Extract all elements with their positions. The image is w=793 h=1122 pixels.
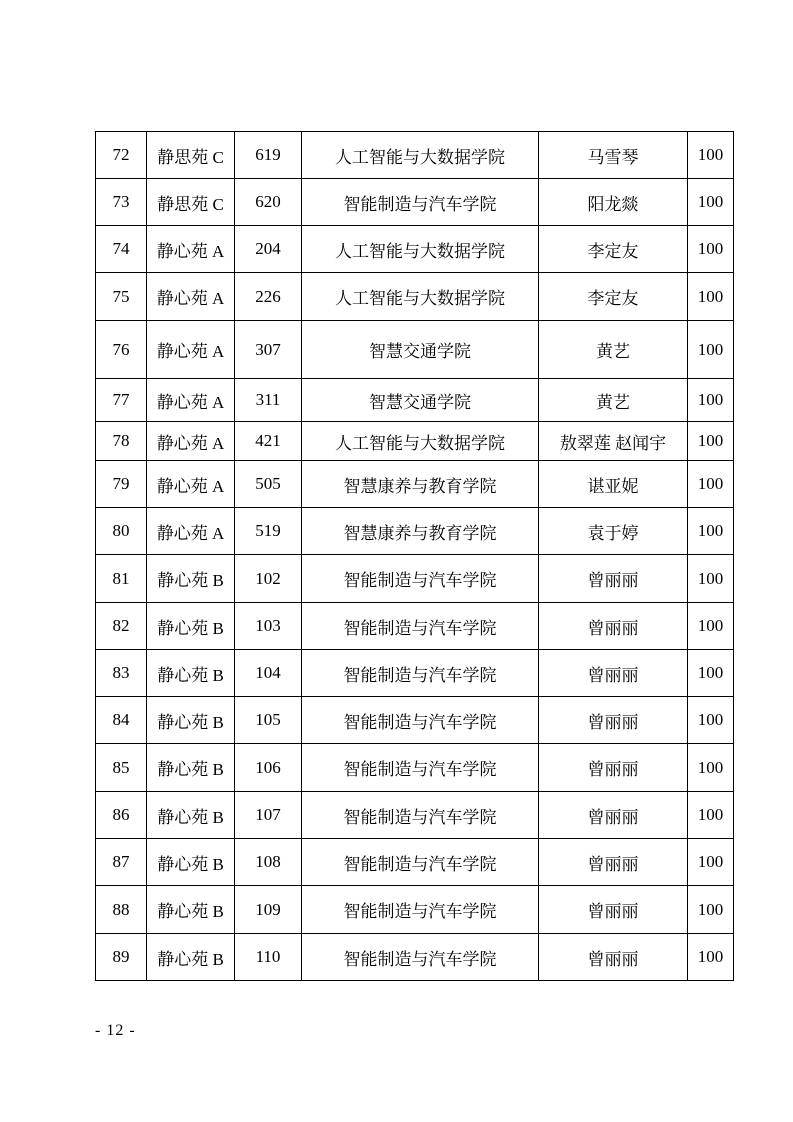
cell-building: 静心苑 A <box>147 422 235 461</box>
cell-college: 智慧交通学院 <box>302 321 539 379</box>
page-number: - 12 - <box>95 1022 136 1039</box>
table-row <box>96 379 734 422</box>
cell-building: 静心苑 B <box>147 555 235 603</box>
cell-room: 307 <box>235 321 302 379</box>
table-row <box>96 934 734 981</box>
cell-counselor: 曾丽丽 <box>539 886 688 934</box>
cell-room: 620 <box>235 179 302 226</box>
cell-college: 智慧交通学院 <box>302 379 539 422</box>
cell-building: 静心苑 B <box>147 792 235 839</box>
cell-score: 100 <box>688 179 734 226</box>
cell-building: 静思苑 C <box>147 132 235 179</box>
cell-room: 109 <box>235 886 302 934</box>
table-row <box>96 179 734 226</box>
cell-score: 100 <box>688 321 734 379</box>
cell-college: 智能制造与汽车学院 <box>302 650 539 697</box>
cell-college: 智能制造与汽车学院 <box>302 792 539 839</box>
cell-counselor: 曾丽丽 <box>539 650 688 697</box>
cell-college: 智能制造与汽车学院 <box>302 697 539 744</box>
cell-room: 102 <box>235 555 302 603</box>
cell-number: 80 <box>96 508 147 555</box>
cell-room: 104 <box>235 650 302 697</box>
cell-number: 82 <box>96 603 147 650</box>
cell-number: 78 <box>96 422 147 461</box>
cell-room: 107 <box>235 792 302 839</box>
cell-score: 100 <box>688 839 734 886</box>
cell-building: 静心苑 B <box>147 886 235 934</box>
cell-building: 静心苑 B <box>147 934 235 981</box>
cell-counselor: 曾丽丽 <box>539 839 688 886</box>
cell-college: 人工智能与大数据学院 <box>302 273 539 321</box>
table-row <box>96 697 734 744</box>
table-row <box>96 321 734 379</box>
cell-building: 静思苑 C <box>147 179 235 226</box>
cell-counselor: 黄艺 <box>539 321 688 379</box>
cell-building: 静心苑 A <box>147 508 235 555</box>
cell-room: 108 <box>235 839 302 886</box>
table-row <box>96 555 734 603</box>
table-row <box>96 508 734 555</box>
cell-counselor: 曾丽丽 <box>539 555 688 603</box>
cell-counselor: 李定友 <box>539 226 688 273</box>
cell-counselor: 黄艺 <box>539 379 688 422</box>
table-row <box>96 132 734 179</box>
cell-building: 静心苑 B <box>147 603 235 650</box>
cell-number: 74 <box>96 226 147 273</box>
cell-counselor: 曾丽丽 <box>539 697 688 744</box>
cell-college: 智慧康养与教育学院 <box>302 508 539 555</box>
cell-number: 85 <box>96 744 147 792</box>
cell-room: 110 <box>235 934 302 981</box>
cell-number: 84 <box>96 697 147 744</box>
cell-score: 100 <box>688 603 734 650</box>
table-row <box>96 273 734 321</box>
cell-room: 519 <box>235 508 302 555</box>
cell-room: 204 <box>235 226 302 273</box>
cell-counselor: 曾丽丽 <box>539 744 688 792</box>
cell-score: 100 <box>688 650 734 697</box>
cell-building: 静心苑 B <box>147 839 235 886</box>
cell-score: 100 <box>688 697 734 744</box>
cell-room: 105 <box>235 697 302 744</box>
table-body <box>96 132 734 981</box>
cell-counselor: 谌亚妮 <box>539 461 688 508</box>
cell-college: 智能制造与汽车学院 <box>302 603 539 650</box>
cell-college: 智能制造与汽车学院 <box>302 179 539 226</box>
table-row <box>96 603 734 650</box>
cell-college: 智能制造与汽车学院 <box>302 744 539 792</box>
cell-college: 人工智能与大数据学院 <box>302 226 539 273</box>
cell-building: 静心苑 A <box>147 321 235 379</box>
cell-room: 106 <box>235 744 302 792</box>
cell-building: 静心苑 A <box>147 379 235 422</box>
cell-college: 智能制造与汽车学院 <box>302 886 539 934</box>
cell-building: 静心苑 A <box>147 461 235 508</box>
cell-number: 81 <box>96 555 147 603</box>
cell-room: 311 <box>235 379 302 422</box>
cell-score: 100 <box>688 934 734 981</box>
cell-building: 静心苑 B <box>147 744 235 792</box>
cell-counselor: 阳龙燚 <box>539 179 688 226</box>
cell-counselor: 敖翠莲 赵闻宇 <box>539 422 688 461</box>
cell-counselor: 袁于婷 <box>539 508 688 555</box>
cell-score: 100 <box>688 792 734 839</box>
cell-number: 87 <box>96 839 147 886</box>
cell-counselor: 曾丽丽 <box>539 603 688 650</box>
table-row <box>96 226 734 273</box>
cell-counselor: 李定友 <box>539 273 688 321</box>
cell-score: 100 <box>688 744 734 792</box>
table-row <box>96 422 734 461</box>
cell-number: 83 <box>96 650 147 697</box>
cell-room: 103 <box>235 603 302 650</box>
cell-score: 100 <box>688 886 734 934</box>
cell-score: 100 <box>688 273 734 321</box>
cell-number: 88 <box>96 886 147 934</box>
cell-number: 89 <box>96 934 147 981</box>
cell-college: 人工智能与大数据学院 <box>302 132 539 179</box>
cell-building: 静心苑 A <box>147 273 235 321</box>
cell-counselor: 马雪琴 <box>539 132 688 179</box>
cell-score: 100 <box>688 422 734 461</box>
cell-college: 人工智能与大数据学院 <box>302 422 539 461</box>
cell-building: 静心苑 A <box>147 226 235 273</box>
cell-number: 86 <box>96 792 147 839</box>
cell-score: 100 <box>688 379 734 422</box>
table-row <box>96 461 734 508</box>
cell-score: 100 <box>688 226 734 273</box>
cell-score: 100 <box>688 461 734 508</box>
cell-college: 智慧康养与教育学院 <box>302 461 539 508</box>
cell-score: 100 <box>688 555 734 603</box>
cell-number: 72 <box>96 132 147 179</box>
cell-counselor: 曾丽丽 <box>539 792 688 839</box>
cell-score: 100 <box>688 132 734 179</box>
table-row <box>96 792 734 839</box>
cell-college: 智能制造与汽车学院 <box>302 839 539 886</box>
cell-college: 智能制造与汽车学院 <box>302 555 539 603</box>
cell-room: 619 <box>235 132 302 179</box>
cell-number: 73 <box>96 179 147 226</box>
cell-building: 静心苑 B <box>147 650 235 697</box>
cell-room: 226 <box>235 273 302 321</box>
cell-number: 76 <box>96 321 147 379</box>
cell-building: 静心苑 B <box>147 697 235 744</box>
table-row <box>96 650 734 697</box>
cell-number: 75 <box>96 273 147 321</box>
cell-college: 智能制造与汽车学院 <box>302 934 539 981</box>
cell-number: 79 <box>96 461 147 508</box>
cell-room: 505 <box>235 461 302 508</box>
dormitory-score-table <box>95 131 734 981</box>
cell-counselor: 曾丽丽 <box>539 934 688 981</box>
cell-room: 421 <box>235 422 302 461</box>
cell-number: 77 <box>96 379 147 422</box>
table-row <box>96 744 734 792</box>
cell-score: 100 <box>688 508 734 555</box>
table-row <box>96 839 734 886</box>
table-row <box>96 886 734 934</box>
